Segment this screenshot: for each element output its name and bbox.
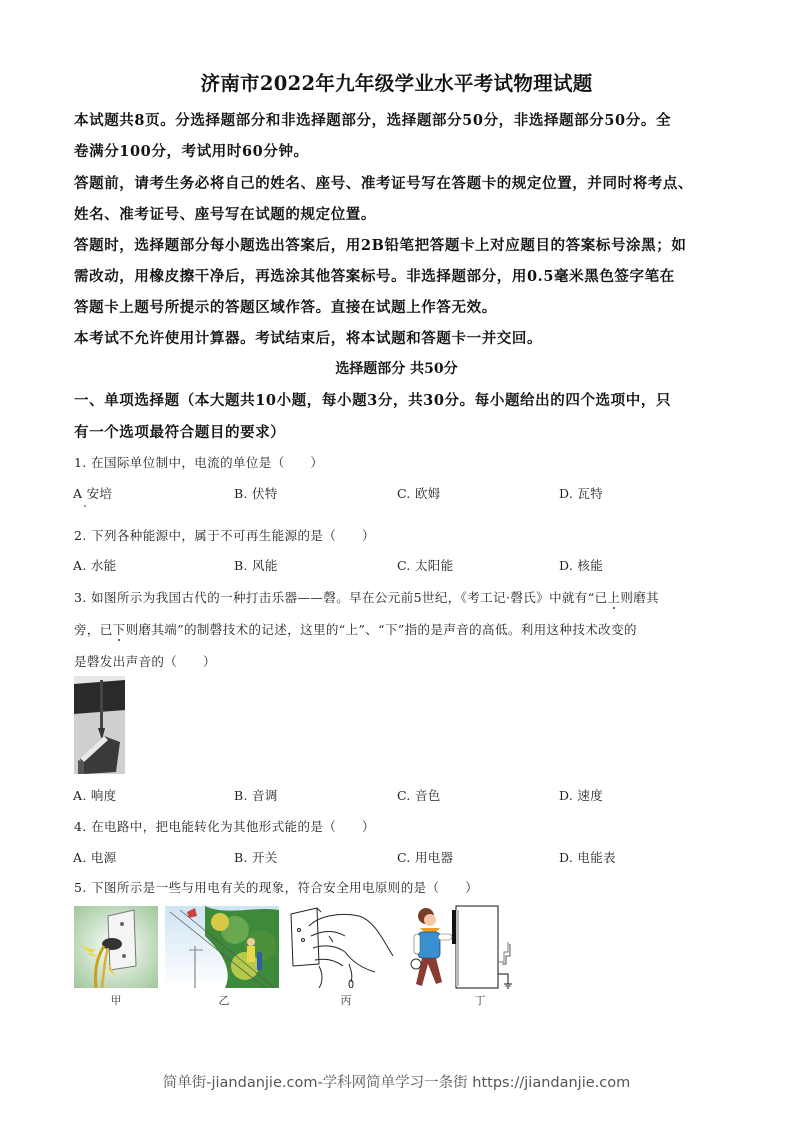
question-3-option-c: C. 音色 [397, 788, 441, 803]
stray-period-mark [84, 505, 86, 507]
instruction-line-5: 答题时，选择题部分每小题选出答案后，用2B铅笔把答题卡上对应题目的答案标号涂黑；如 [74, 237, 687, 254]
question-3-option-d: D. 速度 [559, 788, 604, 803]
question-1-option-b: B. 伏特 [234, 486, 278, 501]
footer-watermark: 简单街-jiandanjie.com-学科网简单学习一条街 https://jiandanjie.com [162, 1075, 631, 1091]
question-2-option-d: D. 核能 [559, 558, 604, 573]
instruction-line-6: 需改动，用橡皮擦干净后，再选涂其他答案标号。非选择题部分，用0.5毫米黑色签字笔在 [74, 268, 675, 285]
emphasis-char-xia: 下 [112, 622, 126, 637]
damaged-plug-socket-figure [74, 906, 158, 988]
stem-text: 旁，已 [74, 622, 113, 637]
question-1-option-c: C. 欧姆 [397, 486, 441, 501]
question-3-option-a: A. 响度 [73, 788, 117, 803]
question-4-option-a: A. 电源 [73, 850, 117, 865]
wet-hand-touching-socket-figure [289, 906, 399, 988]
question-3-stem-line-3: 是磬发出声音的（ ） [74, 654, 216, 669]
exam-title: 济南市2022年九年级学业水平考试物理试题 [200, 72, 593, 95]
instruction-line-2: 卷满分100分，考试用时60分钟。 [74, 143, 309, 160]
fridge-with-ground-wire-figure [406, 904, 522, 994]
question-3-stem-line-1 [74, 588, 659, 606]
question-3-option-b: B. 音调 [234, 788, 278, 803]
question-2-stem: 2. 下列各种能源中，属于不可再生能源的是（ ） [74, 528, 375, 543]
stem-text: 则磨其 [620, 590, 660, 605]
part-heading-line-1: 一、单项选择题（本大题共10小题，每小题3分，共30分。每小题给出的四个选项中，只 [74, 392, 672, 409]
question-3-stem-line-2 [74, 620, 637, 638]
question-1-option-a: A 安培 [73, 486, 113, 501]
question-4-option-c: C. 用电器 [397, 850, 454, 865]
question-4-option-b: B. 开关 [234, 850, 278, 865]
instruction-line-1: 本试题共8页。分选择题部分和非选择题部分，选择题部分50分，非选择题部分50分。全 [74, 112, 672, 129]
section-title: 选择题部分 共50分 [335, 361, 458, 377]
figure-caption-jia: 甲 [110, 994, 122, 1007]
emphasis-char-shang: 上 [607, 590, 621, 605]
instruction-line-4: 姓名、准考证号、座号写在试题的规定位置。 [74, 206, 376, 223]
chime-stone-photo [74, 676, 125, 774]
question-4-option-d: D. 电能表 [559, 850, 616, 865]
question-2-option-c: C. 太阳能 [397, 558, 454, 573]
stem-text: 3. 如图所示为我国古代的一种打击乐器——磬。早在公元前5世纪，《考工记·磬氏》中就有“已 [74, 590, 608, 605]
figure-caption-ding: 丁 [474, 994, 486, 1007]
question-2-option-b: B. 风能 [234, 558, 278, 573]
part-heading-line-2: 有一个选项最符合题目的要求） [74, 424, 286, 441]
question-2-option-a: A. 水能 [73, 558, 117, 573]
stem-text: 则磨其端”的制磬技术的记述，这里的“上”、“下”指的是声音的高低。利用这种技术改变的 [125, 622, 637, 637]
kite-near-power-lines-figure [165, 906, 279, 988]
question-1-option-d: D. 瓦特 [559, 486, 604, 501]
figure-caption-yi: 乙 [218, 994, 230, 1007]
instruction-line-3: 答题前，请考生务必将自己的姓名、座号、准考证号写在答题卡的规定位置，并同时将考点、 [74, 175, 694, 192]
question-1-stem: 1. 在国际单位制中，电流的单位是（ ） [74, 455, 324, 470]
instruction-line-7: 答题卡上题号所提示的答题区域作答。直接在试题上作答无效。 [74, 299, 497, 316]
question-5-stem: 5. 下图所示是一些与用电有关的现象，符合安全用电原则的是（ ） [74, 880, 479, 895]
figure-caption-bing: 丙 [340, 994, 352, 1007]
question-4-stem: 4. 在电路中，把电能转化为其他形式能的是（ ） [74, 819, 375, 834]
instruction-line-8: 本考试不允许使用计算器。考试结束后，将本试题和答题卡一并交回。 [74, 330, 543, 347]
